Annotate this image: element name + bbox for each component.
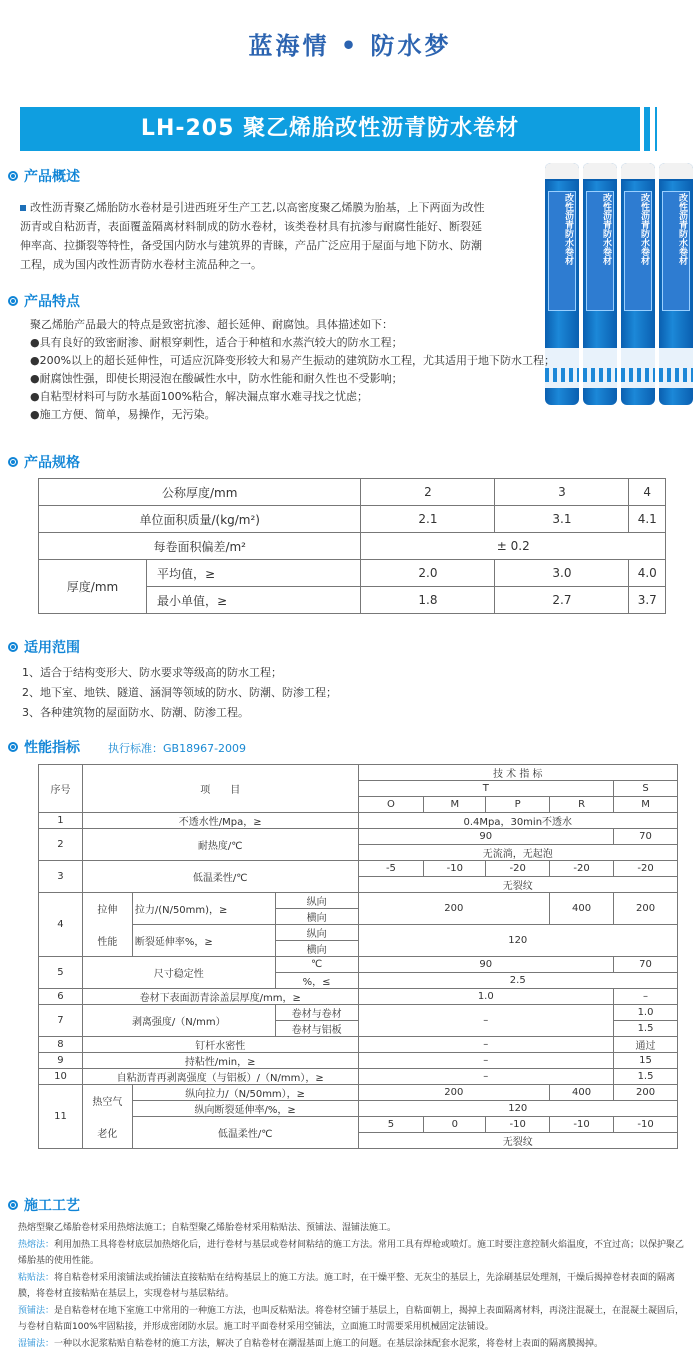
table-row: 无流淌，无起泡 bbox=[39, 845, 678, 861]
list-item: ●耐腐蚀性强，即使长期浸泡在酸碱性水中，防水性能和耐久性也不受影响； bbox=[30, 372, 403, 385]
list-item: ●自粘型材料可与防水基面100%粘合，解决漏点窜水难寻找之忧虑； bbox=[30, 390, 369, 403]
table-row: O M P R M bbox=[39, 797, 678, 813]
banner-accent-bar bbox=[644, 107, 650, 151]
list-item: ●200%以上的超长延伸性，可适应沉降变形较大和易产生振动的建筑防水工程，尤其适用于地下防水工程； bbox=[30, 354, 556, 367]
section-overview-heading bbox=[8, 166, 80, 186]
table-row: 卷材与铝板 1.5 bbox=[39, 1021, 678, 1037]
table-row: 4 拉伸 拉力/(N/50mm)，≥ 纵向 200 400 200 bbox=[39, 893, 678, 909]
features-intro: 聚乙烯胎产品最大的特点是致密抗渗、超长延伸、耐腐蚀。具体描述如下： bbox=[30, 318, 393, 331]
table-row: 单位面积质量/(kg/m²) 2.1 3.1 4.1 bbox=[39, 506, 666, 533]
section-title: 施工工艺 bbox=[24, 1198, 80, 1214]
section-title: 性能指标 bbox=[24, 740, 80, 756]
bullet-circle-icon bbox=[8, 1200, 18, 1210]
spec-table bbox=[38, 478, 666, 614]
section-title: 产品规格 bbox=[24, 455, 80, 471]
performance-standard: 执行标准：GB18967-2009 bbox=[108, 742, 247, 755]
table-row: 6 卷材下表面沥青涂盖层厚度/mm，≥ 1.0 – bbox=[39, 989, 678, 1005]
table-row: 2 耐热度/℃ 90 70 bbox=[39, 829, 678, 845]
bullet-circle-icon bbox=[8, 742, 18, 752]
list-item: 热熔法：利用加热工具将卷材底层加热熔化后，进行卷材与基层或卷材间粘结的施工方法。常用工具有焊枪或喷灯。施工时要注意控制火焰温度，不宜过高；以保护聚乙烯胎基的使用性能。 bbox=[18, 1239, 685, 1266]
bullet-circle-icon bbox=[8, 171, 18, 181]
list-item: 粘贴法：将自粘卷材采用滚铺法或抬铺法直接粘贴在结构基层上的施工方法。施工时，在干燥平整、无灰尘的基层上，先涂刷基层处理剂，干燥后揭掉卷材表面的隔离膜，将卷材直接粘贴在基层上，实现卷材与基层粘结。 bbox=[18, 1272, 676, 1299]
construction-intro: 热熔型聚乙烯胎卷材采用热熔法施工；自粘型聚乙烯胎卷材采用粘贴法、预铺法、湿铺法施工。 bbox=[18, 1223, 397, 1233]
section-scope-heading bbox=[8, 637, 80, 657]
scope-list bbox=[22, 663, 662, 723]
bullet-circle-icon bbox=[8, 457, 18, 467]
table-row: 公称厚度/mm 2 3 4 bbox=[39, 479, 666, 506]
banner-accent-line bbox=[655, 107, 657, 151]
table-row: 性能 断裂延伸率%，≥ 纵向 120 bbox=[39, 925, 678, 941]
bullet-circle-icon bbox=[8, 642, 18, 652]
table-row: 1 不透水性/Mpa，≥ 0.4Mpa，30min不透水 bbox=[39, 813, 678, 829]
product-roll: 改性沥青防水卷材 bbox=[545, 163, 579, 405]
construction-text bbox=[18, 1220, 686, 1352]
table-row: 9 持粘性/min，≥ – 15 bbox=[39, 1053, 678, 1069]
table-row: 8 钉杆水密性 – 通过 bbox=[39, 1037, 678, 1053]
list-item: 预铺法：是自粘卷材在地下室施工中常用的一种施工方法，也叫反粘贴法。将卷材空铺于基层上，自粘面朝上，揭掉上表面隔离材料，再浇注混凝土，在混凝土凝固后，与卷材自粘面100%牢固粘接，并形成密闭防水层。施工时平面卷材采用空铺法，立面施工时需要采用机械固定法铺设。 bbox=[18, 1305, 685, 1332]
product-roll: 改性沥青防水卷材 bbox=[583, 163, 617, 405]
table-row: 纵向断裂延伸率/%，≥ 120 bbox=[39, 1101, 678, 1117]
table-row: 老化 低温柔性/℃ 5 0 -10 -10 -10 bbox=[39, 1117, 678, 1133]
section-performance-heading bbox=[8, 737, 80, 757]
section-title: 产品概述 bbox=[24, 169, 80, 185]
table-row: 10 自粘沥青再剥离强度（与铝板）/（N/mm），≥ – 1.5 bbox=[39, 1069, 678, 1085]
overview-text bbox=[20, 198, 490, 274]
bullet-circle-icon bbox=[8, 296, 18, 306]
list-item: 1、适合于结构变形大、防水要求等级高的防水工程； bbox=[22, 666, 282, 679]
features-list bbox=[30, 316, 670, 424]
table-row: 最小单值，≥ 1.8 2.7 3.7 bbox=[39, 587, 666, 614]
product-title-banner: LH-205 聚乙烯胎改性沥青防水卷材 bbox=[20, 107, 640, 151]
table-row: T S bbox=[39, 781, 678, 797]
performance-table bbox=[38, 764, 678, 1149]
brand-slogan: 蓝海情 • 防水梦 bbox=[248, 31, 452, 60]
table-row: 无裂纹 bbox=[39, 1133, 678, 1149]
table-row: 每卷面积偏差/m² ± 0.2 bbox=[39, 533, 666, 560]
overview-paragraph: 改性沥青聚乙烯胎防水卷材是引进西班牙生产工艺,以高密度聚乙烯膜为胎基，上下两面为改性沥青或自粘沥青，表面覆盖隔离材料制成的防水卷材，该类卷材具有抗渗与耐腐性能好、断裂延伸率高、拉撕裂等特性，备受国内防水与建筑界的青睐，产品广泛应用于屋面与地下防水、防潮工程，成为国内改性沥青防水卷材主流品种之一。 bbox=[20, 201, 485, 271]
product-roll: 改性沥青防水卷材 bbox=[659, 163, 693, 405]
table-row: 厚度/mm 平均值，≥ 2.0 3.0 4.0 bbox=[39, 560, 666, 587]
table-row: 横向 bbox=[39, 941, 678, 957]
section-construction-heading bbox=[8, 1195, 80, 1215]
table-row: 无裂纹 bbox=[39, 877, 678, 893]
list-item: ●施工方便、简单，易操作，无污染。 bbox=[30, 408, 216, 421]
section-title: 适用范围 bbox=[24, 640, 80, 656]
table-row: 序号 项 目 技 术 指 标 bbox=[39, 765, 678, 781]
table-row: %，≤ 2.5 bbox=[39, 973, 678, 989]
list-item: 2、地下室、地铁、隧道、涵洞等领域的防水、防潮、防渗工程； bbox=[22, 686, 337, 699]
section-spec-heading bbox=[8, 452, 80, 472]
table-row: 11 热空气 纵向拉力/（N/50mm），≥ 200 400 200 bbox=[39, 1085, 678, 1101]
list-item: 湿铺法：一种以水泥浆粘贴自粘卷材的施工方法，解决了自粘卷材在潮湿基面上施工的问题。在基层涂抹配套水泥浆，将卷材上表面的隔离膜揭掉。 bbox=[18, 1338, 604, 1349]
table-row: 7 剥离强度/（N/mm） 卷材与卷材 – 1.0 bbox=[39, 1005, 678, 1021]
list-item: 3、各种建筑物的屋面防水、防潮、防渗工程。 bbox=[22, 706, 249, 719]
product-roll: 改性沥青防水卷材 bbox=[621, 163, 655, 405]
table-row: 横向 bbox=[39, 909, 678, 925]
table-row: 3 低温柔性/℃ -5 -10 -20 -20 -20 bbox=[39, 861, 678, 877]
section-features-heading bbox=[8, 291, 80, 311]
square-bullet-icon bbox=[20, 205, 26, 211]
table-row: 5 尺寸稳定性 ℃ 90 70 bbox=[39, 957, 678, 973]
list-item: ●具有良好的致密耐渗、耐根穿刺性，适合于种植和水蒸汽较大的防水工程； bbox=[30, 336, 403, 349]
section-title: 产品特点 bbox=[24, 294, 80, 310]
